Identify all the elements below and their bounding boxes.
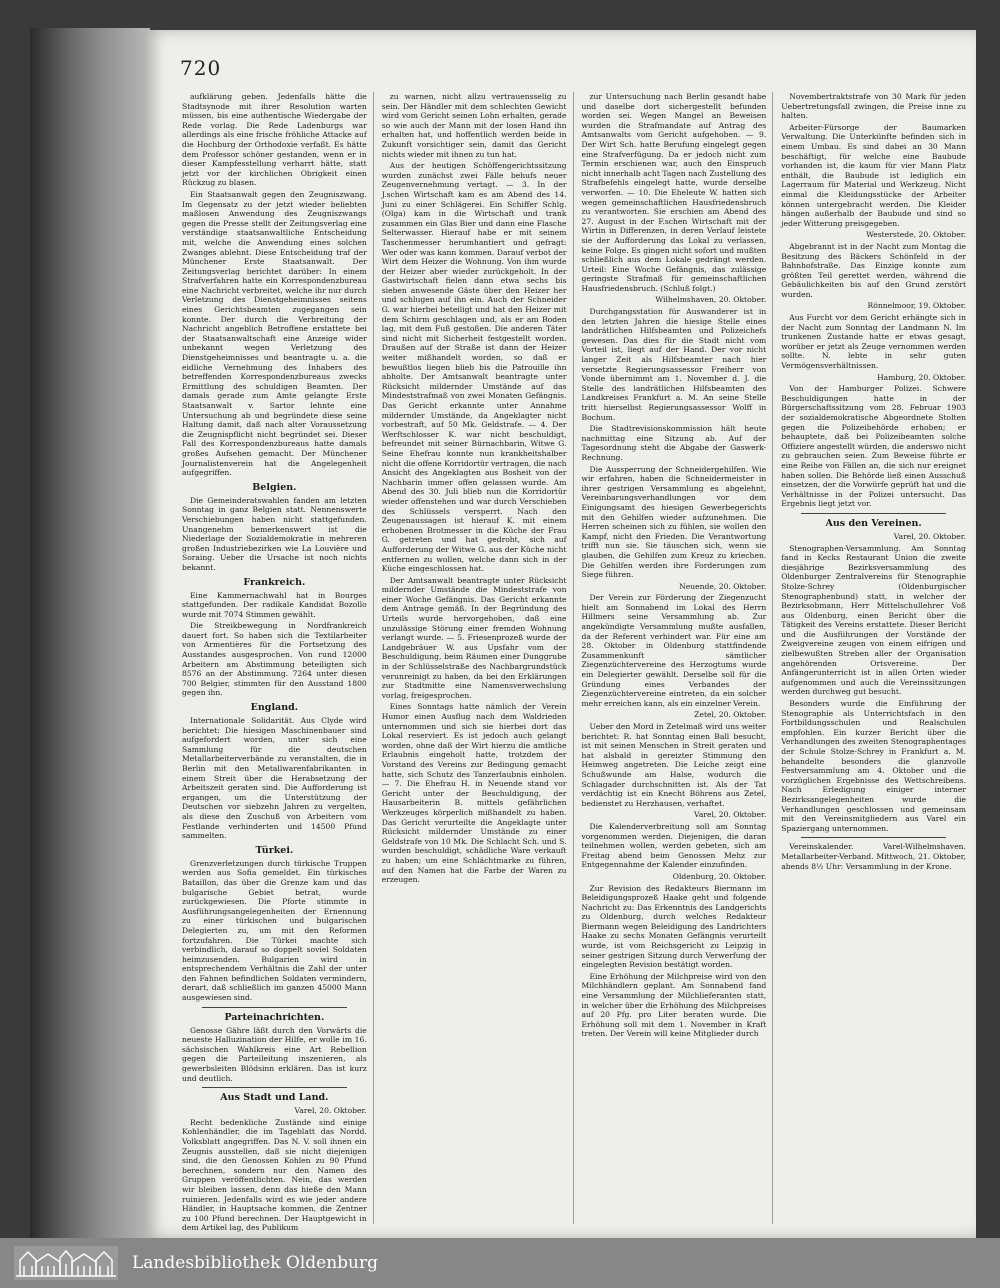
article-paragraph: zur Untersuchung nach Berlin gesandt habe und daselbe dort sichergestellt befunden worden sei. Wegen Mangel an Beweisen wurden die Strafmandate auf Antrag des Amtsanwalts vom Gericht aufgehoben. — 9. Der Wirt Sch. hatte Berufung eingelegt gegen eine Strafverfügung. Da er jedoch nicht zum Termin erschienen war, auch den Einspruch nicht innerhalb acht Tagen nach Zustellung des Strafbefehls eingelegt hatte, wurde derselbe verworfen. — 10. Die Eheleute W. hatten sich wegen gemeinschaftlichen Hausfriedensbruch zu verantworten. Sie erschien am Abend des 27. August in der F.schen Wirtschaft mit der Wirtin in Differenzen, in deren Verlauf leistete sie der Aufforderung das Lokal zu verlassen, keine Folge. Es gingen nicht sofort und mußten schließlich aus dem Lokale gedrängt werden. Urteil: Eine Woche Gefängnis, das zulässige geringste Strafmaß für gemeinschaftlichen Hausfriedensbruch. (Schluß folgt.) xyxy=(581,92,767,293)
article-paragraph: Die Kalenderverbreitung soll am Sonntag vorgenommen werden. Diejenigen, die daran teilnehmen wollen, werden gebeten, sich am Freitag abend beim Genossen Mehz zur Entgegennahme der Kalender einzufinden. xyxy=(581,821,767,870)
article-paragraph: Novembertraktstrafe von 30 Mark für jeden Uebertretungsfall zwingen, die Preise inne zu halten. xyxy=(781,92,966,121)
dateline: Rönnelmoor, 19. Oktober. xyxy=(867,301,966,311)
column-divider-rule xyxy=(801,513,946,514)
article-paragraph: Besonders wurde die Einführung der Stenographie als Unterrichtsfach in den Fortbildungsschulen und Realschulen empfohlen. Ein kurzer Bericht über die Verhandlungen des zweiten Stenographentages der Schule Stolze-Schrey in Frankfurt a. M. behandelte besonders die glanzvolle Festversammlung am 4. Oktober und die vorzüglichen Ergebnisse des Wettschreibens. Nach Erledigung einiger interner Bezirksangelegenheiten wurde die Verhandlungen geschlossen und gemeinsam mit den Vereinsmitgliedern aus Varel ein Spaziergang unternommen. xyxy=(781,699,966,833)
section-heading: Frankreich. xyxy=(243,576,306,588)
dateline: Westerstede, 20. Oktober. xyxy=(866,230,966,240)
article-paragraph: Die Streikbewegung in Nordfrankreich dauert fort. So haben sich die Textilarbeiter von Armentières für die Fortsetzung des Ausstandes ausgesprochen. Von rund 12000 Arbeitern am Abstimmung beteiligten sich 8576 an der Abstimmung. 7264 unter diesen 700 Belgier, stimmten für den Ausstand 1800 gegen ihn. xyxy=(182,621,367,698)
article-paragraph: Vereinskalender. Varel-Wilhelmshaven. Metallarbeiter-Verband. Mittwoch, 21. Oktober, abends 8½ Uhr: Versammlung in der Krone. xyxy=(781,842,966,871)
newspaper-page xyxy=(146,30,976,1238)
article-paragraph: Grenzverletzungen durch türkische Truppen werden aus Sofia gemeldet. Ein türkisches Bataillon, das über die Grenze kam und das bulgarische Gebiet betrat, wurde zurückgewiesen. Die Pforte stimmte in Ausführungsangelegenheiten der Ernennung zu einer türkischen und bulgarischen Delegierten zu, um mit den Reformen fortzufahren. Die Türkei machte sich verbindlich, darauf so doppelt soviel Soldaten heimzusenden. Bulgarien wird in entsprechendem Verhältnis die Zahl der unter den Fahnen befindlichen Soldaten vermindern, derart, daß schließlich im ganzen 45000 Mann ausgewiesen sind. xyxy=(182,858,367,1003)
section-heading: England. xyxy=(250,702,299,714)
library-footer-bar xyxy=(0,1238,1000,1288)
section-heading: Parteinachrichten. xyxy=(224,1011,325,1023)
article-paragraph: Arbeiter-Fürsorge der Baumarken Verwaltung. Die Unterkünfte befinden sich in einem Umbau. Es sind dabei an 30 Mann beschäftigt, für welche eine Baubude vorhanden ist, die kaum für vier Mann Platz enthält, die Baubude ist lediglich ein Lagerraum für Material und Werkzeug. Nicht einmal die Kleidungsstücke der Arbeiter können untergebracht werden. Die Kleider hängen außerhalb der Baubude und sind so jeder Witterung preisgegeben. xyxy=(781,122,966,228)
article-paragraph: Ein Staatsanwalt gegen den Zeugniszwang. Im Gegensatz zu der jetzt wieder beliebten maßlosen Anwendung des Zeugniszwangs gegen die Presse stellt der Zeitungsverlag eine verständige staatsanwaltliche Entscheidung mit, welche die Anwendung eines solchen Zwanges ablehnt. Diese Entscheidung traf der Münchener Erste Staatsanwalt. Der Zeitungsverlag berichtet darüber: In einem Strafverfahren hatte ein Korrespondenzbureau eine Nachricht verbreitet, welche ihr nur durch Verletzung des Dienstgeheimnisses seitens eines Gerichtsbeamten zugegangen sein konnte. Der durch die Verbreitung der Nachricht angeblich Betroffene erstattete bei der Staatsanwaltschaft eine Anzeige wider unbekannt wegen Verletzung des Dienstgeheimnisses und beantragte u. a. die eidliche Vernehmung des Inhabers des betreffenden Korrespondenzbureaus zwecks Ermittlung des schuldigen Beamten. Der damals gerade zum Amte gelangte Erste Staatsanwalt v. Sartor lehnte eine Untersuchung ab und begründete diese seine Haltung damit, daß nach alter Voraussetzung die Zeugnispflicht nicht begründet sei. Dieser Fall des Korrespondenzbureaus hatte damals großes Aufsehen gemacht. Der Münchener Journalistenverein hat die Angelegenheit aufgegriffen. xyxy=(182,189,367,478)
article-paragraph: Von der Hamburger Polizei. Schwere Beschuldigungen hatte in der Bürgerschaftssitzung vom 28. Februar 1903 der sozialdemokratische Abgeordnete Stolten gegen die Polizeibehörde erhoben; er behauptete, daß bei Polizeibeamten solche Offiziere angestellt würden, die anderswo nicht zu gebrauchen seien. Zum Beweise führte er eine Reihe von Fällen an, die sich nur ereignet haben sollen. Die Behörde ließ einen Ausschuß einsetzen, der die Vorwürfe geprüft hat und die Verhältnisse in der Polizei untersucht. Das Ergebnis liegt jetzt vor. xyxy=(781,384,966,509)
article-paragraph: Durchgangsstation für Auswanderer ist in den letzten Jahren die hiesige Stelle eines landrätlichen Hilfsbeamten und Polizeichefs gewesen. Das dies für die Stadt nicht vom Vorteil ist, liegt auf der Hand. Der vor nicht langer Zeit als Hilfsbeamter nach hier versetzte Regierungsassessor Freiherr von Vonde übernimmt am 1. November d. J. die Stelle des landrätlichen Hilfsbeamten des Landkreises Frankfurt a. M. An seine Stelle tritt hierselbst Regierungsassessor Wolff in Bochum. xyxy=(581,307,767,422)
library-name: Landesbibliothek Oldenburg xyxy=(132,1253,379,1273)
article-paragraph: Die Stadtrevisionskommission hält heute nachmittag eine Sitzung ab. Auf der Tagesordnung steht die Abgabe der Gaswerk-Rechnung. xyxy=(581,424,767,462)
dateline: Zetel, 20. Oktober. xyxy=(694,710,767,720)
column-divider-rule xyxy=(801,837,946,838)
article-paragraph: Abgebrannt ist in der Nacht zum Montag die Besitzung des Bäckers Schönfeld in der Bahnhofstraße. Das Einzige konnte zum größten Teil gerettet werden, während die Gebäulichkeiten bis auf den Grund zerstört wurden. xyxy=(781,241,966,299)
article-paragraph: Der Amtsanwalt beantragte unter Rücksicht mildernder Umstände die Mindeststrafe von einer Woche Gefängnis. Das Gericht erkannte dem Antrage gemäß. In der Begründung des Urteils wurde hervorgehoben, daß eine unzulässige Störung einer fremden Wohnung verlangt wurde. — 5. Friesenprozeß wurde der Landgebräuer W. aus Upsfahr vom der Beschuldigung, beim Räumen einer Dunggrube in der Schlüsselstraße des Nachbargrundstück verunreinigt zu haben, da bei den Erklärungen zur Stadtmitte eine Namensverwechslung vorlag, freigesprochen. xyxy=(381,575,567,700)
column-2 xyxy=(382,92,574,1224)
section-heading: Türkei. xyxy=(255,844,294,856)
article-paragraph: Die Aussperrung der Schneidergehilfen. Wie wir erfahren, haben die Schneidermeister in ihrer gestrigen Versammlung es abgelehnt, Vereinbarungsverhandlungen vor dem Einigungsamt des hiesigen Gewerbegerichts mit den Gehilfen wieder aufzunehmen. Die Herren scheinen sich zu fühlen, sie wollen den Kampf, nicht den Frieden. Die Verantwortung trifft nun sie. Sie täuschen sich, wenn sie glauben, die Gehilfen zum Kreuz zu kriechen. Die Gehilfen werden ihre Forderungen zum Siege führen. xyxy=(581,464,767,580)
column-1 xyxy=(182,92,374,1233)
dateline: Neuende, 20. Oktober. xyxy=(679,581,767,591)
dateline: Hamburg, 20. Oktober. xyxy=(877,372,966,382)
article-paragraph: Zur Revision des Redakteurs Biermann im Beleidigungsprozeß Haake geht und folgende Nachricht zu: Das Erkenntnis des Landgerichts zu Oldenburg, durch welches Redakteur Biermann wegen Beleidigung des Landrichters Haake zu sechs Monaten Gefängnis verurteilt wurde, ist vom Reichsgericht zu Leipzig in seiner gestrigen Sitzung durch Verwerfung der eingelegten Revision bestätigt worden. xyxy=(581,883,767,970)
article-paragraph: Aus Furcht vor dem Gericht erhängte sich in der Nacht zum Sonntag der Landmann N. Im trunkenen Zustande hatte er etwas gesagt, worüber er jetzt als Zeuge vernommen werden sollte. N. lebte in sehr guten Vermögensverhältnissen. xyxy=(781,313,966,371)
dateline: Wilhelmshaven, 20. Oktober. xyxy=(655,295,767,305)
column-4 xyxy=(781,92,966,1224)
book-binding-edge xyxy=(30,28,150,1238)
article-paragraph: Recht bedenkliche Zustände sind einige Kohlenhändler, die im Tageblatt das Nordd. Volksblatt angegriffen. Das N. V. soll ihnen ein Zeugnis ausstellen, daß sie nicht diejenigen sind, die den Genossen Kohlen zu 90 Pfund berechnen, sondern nur den Namen des Gruppen veröffentlichten. Nein, das werden wir bleiben lassen, denn das hieße den Mann ruinieren. Jedenfalls wird es wie jeder andere Händler, in Hauptsache kommen, die Zentner zu 100 Pfund berechnen. Der Hauptgewicht in dem Artikel lag, des Publikum xyxy=(182,1117,367,1233)
article-paragraph: Internationale Solidarität. Aus Clyde wird berichtet: Die hiesigen Maschinenbauer sind aufgefordert worden, unter sich eine Sammlung für die deutschen Metallarbeiterverbände zu veranstalten, die in Berlin mit den Metallwarenfabrikanten in einem Streit über die Herabsetzung der Arbeitszeit geraten sind. Die Aufforderung ist ergangen, um die Unterstützung der Deutschen vor siebzehn Jahren zu vergelten, als diese den Zuschuß von Arbeitern vom Festlande verhinderten und 14500 Pfund sammelten. xyxy=(182,716,367,841)
article-paragraph: Genosse Gähre läßt durch den Vorwärts die neueste Halluzination der Hilfe, er wolle im 16. sächsischen Wahlkreis eine Art Rebellion gegen die Parteileitung inszenieren, als gewerbsleiten Blödsinn erklären. Das ist kurz und deutlich. xyxy=(182,1025,367,1083)
section-heading: Belgien. xyxy=(252,481,297,493)
article-paragraph: Eine Kammernachwahl hat in Bourges stattgefunden. Der radikale Kandidat Bozollo wurde mit 7074 Stimmen gewählt. xyxy=(182,590,367,619)
article-paragraph: Stenographen-Versammlung. Am Sonntag fand in Kecks Restaurant Union die zweite diesjährige Bezirksversammlung des Oldenburger Zentralvereins für Stenographie Stolze-Schrey (Oldenburgischer Stenographenbund) statt, in welcher der Bezirksobmann, Herr Mittelschullehrer Voß aus Oldenburg, einen Bericht über die Tätigkeit des Vereins erstattete. Dieser Bericht und die Ausführungen der Vorstände der Zweigvereine zeugen von einem eifrigen und zielbewußten Streben aller der Organisation angehörenden Ortsvereine. Der Anfängerunterricht ist in allen Orten wieder aufgenommen und auch die Vereinssitzungen werden durchweg gut besucht. xyxy=(781,543,966,697)
library-logo-icon xyxy=(14,1246,118,1280)
dateline: Varel, 20. Oktober. xyxy=(294,1106,367,1116)
article-paragraph: Der Verein zur Förderung der Ziegenzucht hielt am Sonnabend im Lokal des Herrn Hillmers seine Versammlung ab. Zur angekündigte Versammlung mußte ausfallen, da der Referent verhindert war. Für eine am 28. Oktober in Oldenburg stattfindende Zusammenkunft sämtlicher Ziegenzüchtervereine des Herzogtums wurde ein Delegierter gewählt. Derselbe soll für die Gründung eines Verbandes der Ziegenzüchtervereine eintreten, da ein solcher mehr erreichen kann, als ein einzelner Verein. xyxy=(581,593,767,708)
article-paragraph: Aus der heutigen Schöffengerichtssitzung wurden zunächst zwei Fälle behufs neuer Zeugenvernehmung vertagt. — 3. In der J.schen Wirtschaft kam es am Abend des 14. Juni zu einer Schlägerei. Ein Schiffer Schlg. (Olga) kam in die Wirtschaft und trank zusammen ein Glas Bier und dann eine Flasche Selterwasser. Hierauf habe er mit seinem Taschenmesser herumhantiert und gefragt: Wer oder was kann kommen. Darauf verbot der Wirt dem Heizer die Wohnung. Von ihm wurde der Heizer aber wieder zurückgeholt. In der Gastwirtschaft fielen dann etwa sechs bis sieben anwesende Gäste über den Heizer her und schlugen auf ihn ein. Auch der Schneider G. war hierbei beteiligt und hat den Heizer mit dem Schirm geschlagen und, als er am Boden lag, mit dem Fuß gestoßen. Die anderen Täter sind nicht mit Sicherheit festgestellt worden. Draußen auf der Straße ist dann der Heizer weiter mißhandelt worden, so daß er bewußtlos liegen blieb bis die Patrouille ihn abholte. Der Amtsanwalt beantragte unter Rücksicht mildernder Umstände auf das Mindeststrafmaß von zwei Monaten Gefängnis. Das Gericht erkannte unter Annahme mildernder Umstände, da Angeklagter nicht vorbestraft, auf 50 Mk. Geldstrafe. — 4. Der Werftschlosser K. war nicht beschuldigt, befreundet mit seiner Bürnachbarin, Witwe G. Seine Ehefrau konnte nun krankheitshalber nicht die offene Korridortür vertragen, die nach Ansicht des Angeklagten aus Bosheit von der Nachbarin immer offen gelassen wurde. Am Abend des 30. Juli blieb nun die Korridortür wieder offenstehen und war durch Verschieben des Schlüssels versperrt. Nach den Zeugenaussagen ist hierauf K. mit einem erhobenen Brotmesser in die Küche der Frau G. getreten und hat gedroht, sich auf Aufforderung der Witwe G. aus der Küche nicht entfernen zu wollen, welche dann sich in der Küche eingeschlossen hat. xyxy=(381,161,567,574)
section-heading: Aus Stadt und Land. xyxy=(220,1092,329,1104)
dateline: Varel, 20. Oktober. xyxy=(893,531,966,541)
dateline: Varel, 20. Oktober. xyxy=(694,810,767,820)
article-paragraph: Die Gemeinderatswahlen fanden am letzten Sonntag in ganz Belgien statt. Nennenswerte Verschiebungen haben nicht stattgefunden. Unangenehm bemerkenswert ist die Niederlage der Sozialdemokratie in mehreren großen Industriebezirken wie La Louvière und Soraing. Ueber die Ursache ist noch nichts bekannt. xyxy=(182,495,367,572)
column-divider-rule xyxy=(202,1087,347,1088)
section-heading: Aus den Vereinen. xyxy=(825,517,922,529)
text-columns xyxy=(182,92,966,1233)
article-paragraph: Ueber den Mord in Zetelmaß wird uns weiter berichtet: R. hat Sonntag einen Ball besucht, ist mit seinen Menschen in Streit geraten und hat alsbald in gereizter Stimmung den Heimweg angetreten. Die Leiche zeigt eine Schußwunde am Halse, wodurch die Schlagader durchschnitten ist. Als der Tat verdächtig ist ein Knecht Böhrens aus Zetel, bedienstet zu Herzhausen, verhaftet. xyxy=(581,722,767,808)
article-paragraph: aufklärung geben. Jedenfalls hätte die Stadtsynode mit ihrer Resolution warten müssen, bis eine authentische Wiedergabe der Rede vorlag. Die Rede Ladenburgs war allerdings als eine frische fröhliche Attacke auf die Hochburg der Orthodoxie verfaßt. Es hätte dem Professor schöner gestanden, wenn er in dieser Kampfesstellung verharrt hätte, statt jetzt vor der kirchlichen Obrigkeit einen Rückzug zu blasen. xyxy=(182,92,367,188)
article-paragraph: Eine Erhöhung der Milchpreise wird von den Milchhändlern geplant. Am Sonnabend fand eine Versammlung der Milchlieferanten statt, in welcher über die Erhöhung des Milchpreises auf 20 Pfg. pro Liter beraten wurde. Die Erhöhung soll mit dem 1. November in Kraft treten. Der Verein will keine Mitglieder durch xyxy=(581,971,767,1039)
column-3 xyxy=(582,92,774,1224)
page-number: 720 xyxy=(180,56,222,80)
article-paragraph: Eines Sonntags hatte nämlich der Verein Humor einen Ausflug nach dem Waldrieden unternommen und sich sie hierbei dort das Lokal reserviert. Es ist jedoch auch gelangt worden, ohne daß der Wirt hierzu die amtliche Erlaubnis eingeholt hatte, trotzdem der Vorstand des Vereins zur Bedingung gemacht hatte, sich Schutz des Tanzerlaubnis einholen. — 7. Die Ehefrau H. in Neuende stand vor Gericht unter der Beschuldigung, der Hausarbeiterin B. mittels gefährlichen Werkzeuges körperlich mißhandelt zu haben. Das Gericht verurteilte die Angeklagte unter Rücksicht mildernder Umstände zu einer Geldstrafe von 10 Mk. Die Schlacht Sch. und S. wurden beschuldigt, schädliche Ware verkauft zu haben; um eine Schlächtmarke zu führen, auf den Namen hat die Farbe der Waren zu erzeugen. xyxy=(381,702,567,885)
article-paragraph: zu warnen, nicht allzu vertrauensselig zu sein. Der Händler mit dem schlechten Gewicht wird vom Gericht seinen Lohn erhalten, gerade so wie auch der Mann mit der losen Hand ihn erhalten hat, und hoffentlich werden beide in Zukunft vorsichtiger sein, damit das Gericht nichts wieder mit ihnen zu tun hat. xyxy=(381,92,567,159)
column-divider-rule xyxy=(202,1007,347,1008)
dateline: Oldenburg, 20. Oktober. xyxy=(672,871,767,881)
